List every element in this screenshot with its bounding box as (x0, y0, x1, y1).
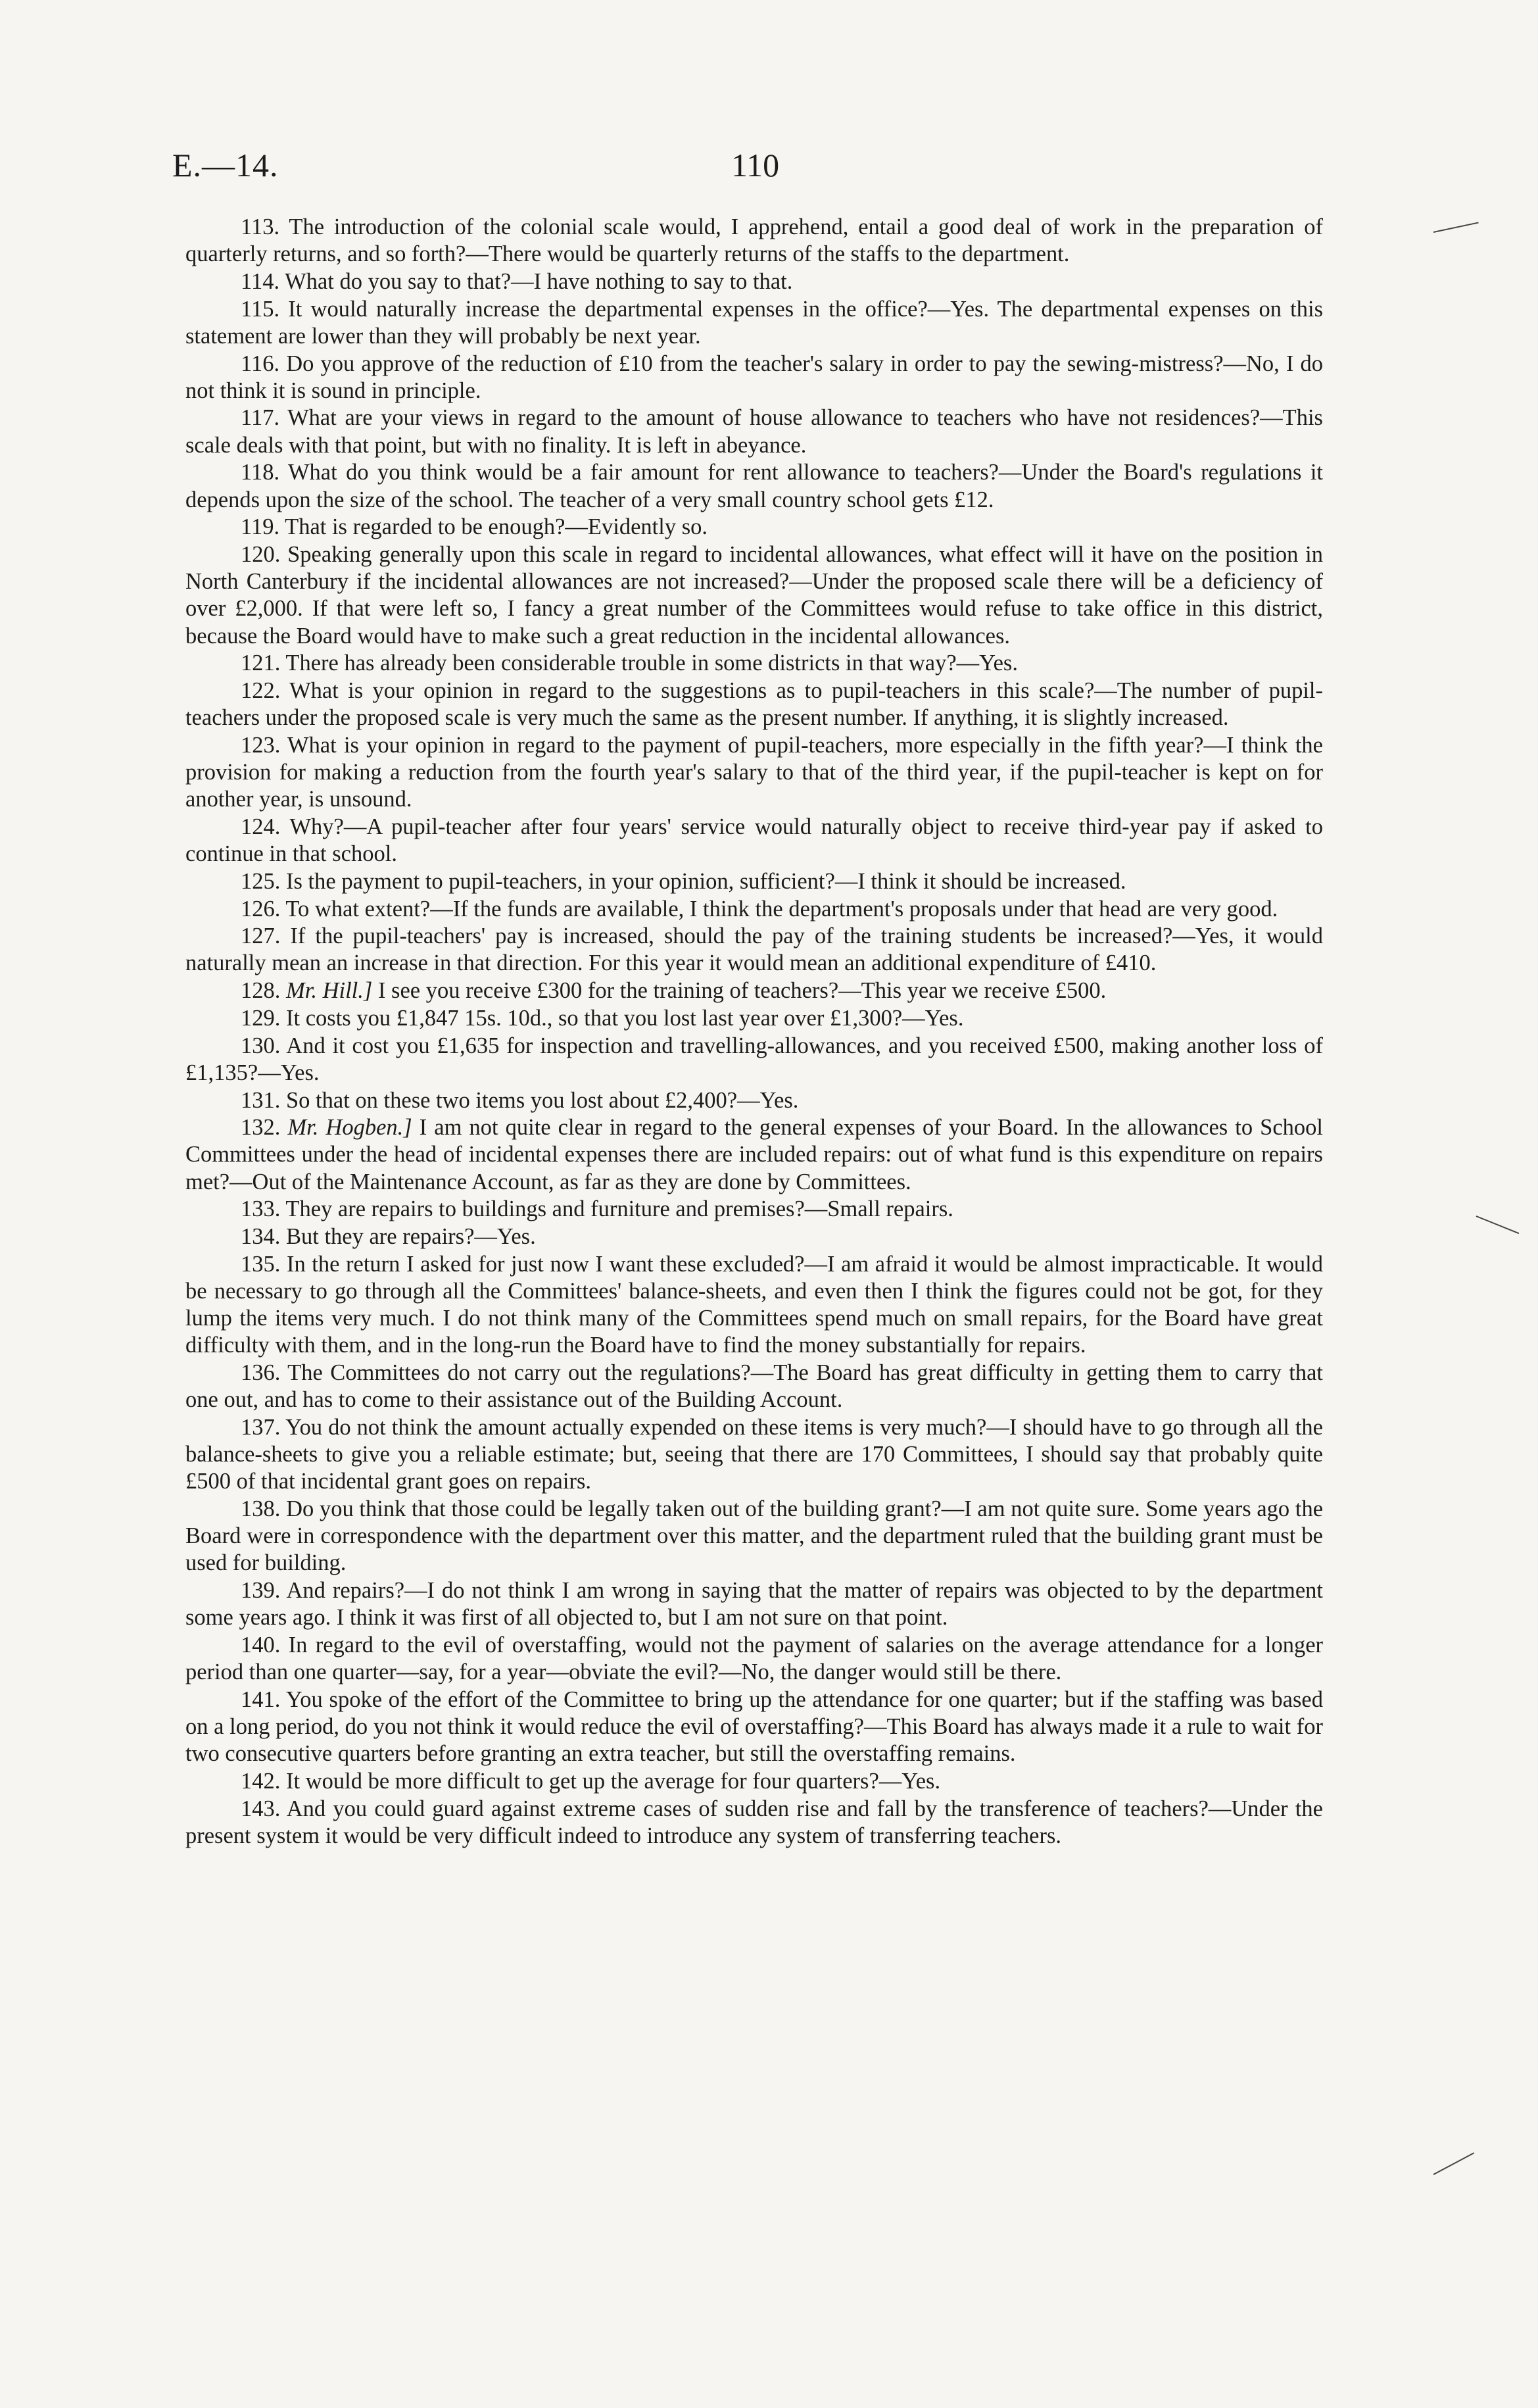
qa-paragraph (185, 814, 1323, 868)
qa-text: What is your opinion in regard to the payment of pupil-teachers, more especially in the fifth year?—I think the provision for making a reduction from the fourth year's salary to that of the third year, if the pupil-teacher is kept on for another year, is unsound. (185, 732, 1323, 812)
margin-mark (1433, 222, 1479, 233)
qa-paragraph (185, 1414, 1323, 1496)
qa-paragraph (185, 977, 1323, 1004)
page-number: 110 (731, 147, 780, 184)
question-number: 139. (241, 1578, 281, 1604)
qa-text: That is regarded to be enough?—Evidently so. (285, 514, 708, 540)
qa-paragraph (185, 1632, 1323, 1686)
qa-paragraph (185, 896, 1323, 923)
question-number: 133. (241, 1196, 281, 1222)
qa-paragraph (185, 1033, 1323, 1087)
question-number: 128. (241, 978, 281, 1004)
qa-text: They are repairs to buildings and furniture and premises?—Small repairs. (285, 1196, 953, 1222)
qa-text: So that on these two items you lost about £2,400?—Yes. (286, 1087, 799, 1113)
qa-paragraph (185, 1577, 1323, 1631)
qa-text: You spoke of the effort of the Committee to bring up the attendance for one quarter; but if the staffing was based on a long period, do you not think it would reduce the evil of overstaffing?—This Board has always made it a rule to wait for two consecutive quarters before granting an extra teacher, but still the overstaffing remains. (185, 1686, 1323, 1767)
question-number: 126. (241, 896, 281, 921)
qa-text: Do you approve of the reduction of £10 from the teacher's salary in order to pay the sewing-mistress?—No, I do not think it is sound in principle. (185, 351, 1323, 403)
qa-text: Why?—A pupil-teacher after four years' service would naturally object to receive third-year pay if asked to continue in that school. (185, 814, 1323, 867)
qa-paragraph (185, 1251, 1323, 1360)
question-number: 132. (241, 1115, 281, 1141)
qa-text: I see you receive £300 for the training of teachers?—This year we receive £500. (377, 978, 1107, 1004)
qa-text: It costs you £1,847 15s. 10d., so that you lost last year over £1,300?—Yes. (286, 1005, 964, 1031)
qa-text: If the pupil-teachers' pay is increased, should the pay of the training students be increased?—Yes, it would naturally mean an increase in that direction. For this year it would mean an additional expenditure of £410. (185, 923, 1324, 976)
question-number: 120. (241, 541, 281, 567)
qa-paragraph (185, 1768, 1323, 1795)
qa-text: It would be more difficult to get up the average for four quarters?—Yes. (286, 1769, 941, 1794)
qa-text: I am not quite clear in regard to the general expenses of your Board. In the allowances to School Committees under the head of incidental expenses there are included repairs: out of what fund is this expenditure on repairs met?—Out of the Maintenance Account, as far as they are done by Committees. (185, 1115, 1323, 1194)
question-number: 127. (241, 923, 281, 949)
qa-paragraph (185, 296, 1323, 350)
qa-paragraph (185, 1223, 1323, 1250)
qa-text: The introduction of the colonial scale would, I apprehend, entail a good deal of work in the preparation of quarterly returns, and so forth?—There would be quarterly returns of the staffs to the department. (185, 214, 1323, 267)
question-number: 116. (241, 351, 280, 376)
speaker-name: Mr. Hogben.] (287, 1115, 412, 1141)
qa-paragraph (185, 1114, 1323, 1196)
qa-text: And it cost you £1,635 for inspection and travelling-allowances, and you received £500, making another loss of £1,135?—Yes. (185, 1033, 1323, 1085)
qa-paragraph (185, 459, 1323, 513)
qa-text: Is the payment to pupil-teachers, in your opinion, sufficient?—I think it should be increased. (286, 868, 1126, 894)
qa-paragraph (185, 268, 1323, 295)
question-number: 124. (241, 814, 281, 839)
speaker-name: Mr. Hill.] (286, 978, 373, 1004)
qa-paragraph (185, 1686, 1323, 1768)
qa-paragraph (185, 1360, 1323, 1413)
qa-paragraph (185, 732, 1323, 814)
question-number: 123. (241, 732, 281, 758)
qa-text: In regard to the evil of overstaffing, would not the payment of salaries on the average attendance for a longer period than one quarter—say, for a year—obviate the evil?—No, the danger would still be there. (185, 1633, 1323, 1685)
question-number: 118. (241, 460, 280, 485)
question-number: 119. (241, 514, 280, 540)
qa-text: There has already been considerable trouble in some districts in that way?—Yes. (285, 651, 1018, 676)
margin-mark (1476, 1216, 1520, 1234)
question-number: 117. (241, 405, 280, 431)
qa-paragraph (185, 1087, 1323, 1114)
qa-text: What are your views in regard to the amount of house allowance to teachers who have not residences?—This scale deals with that point, but with no finality. It is left in abeyance. (185, 405, 1323, 458)
qa-paragraph (185, 351, 1323, 405)
question-number: 121. (241, 651, 281, 676)
qa-paragraph (185, 677, 1323, 731)
qa-paragraph (185, 1796, 1323, 1850)
question-number: 125. (241, 868, 281, 894)
question-number: 141. (241, 1686, 281, 1712)
qa-paragraph (185, 923, 1323, 977)
qa-text: Do you think that those could be legally taken out of the building grant?—I am not quite sure. Some years ago the Board were in correspondence with the department over this matter, and the department ruled that the building grant must be used for building. (185, 1496, 1324, 1576)
question-number: 131. (241, 1087, 281, 1113)
margin-mark (1433, 2152, 1475, 2175)
qa-paragraph (185, 541, 1323, 650)
question-number: 142. (241, 1769, 281, 1794)
qa-paragraph (185, 1196, 1323, 1223)
question-number: 134. (241, 1224, 281, 1250)
question-number: 135. (241, 1251, 281, 1277)
qa-text: And repairs?—I do not think I am wrong in saying that the matter of repairs was objected to by the department some years ago. I think it was first of all objected to, but I am not sure on that point. (185, 1578, 1323, 1631)
qa-text: Speaking generally upon this scale in regard to incidental allowances, what effect will it have on the position in North Canterbury if the incidental allowances are not increased?—Under the proposed scale there will be a deficiency of over £2,000. If that were left so, I fancy a great number of the Committees would refuse to take office in this district, because the Board would have to make such a great reduction in the incidental allowances. (185, 541, 1323, 649)
question-number: 136. (241, 1360, 281, 1386)
qa-text: You do not think the amount actually expended on these items is very much?—I should have to go through all the balance-sheets to give you a reliable estimate; but, seeing that there are 170 Committees, I should say that probably quite £500 of that incidental grant goes on repairs. (185, 1414, 1323, 1494)
question-number: 122. (241, 677, 281, 703)
qa-text: What do you say to that?—I have nothing to say to that. (285, 268, 793, 294)
qa-text: It would naturally increase the departmental expenses in the office?—Yes. The departmental expenses on this statement are lower than they will probably be next year. (185, 296, 1323, 349)
qa-text: The Committees do not carry out the regulations?—The Board has great difficulty in getting them to carry that one out, and has to come to their assistance out of the Building Account. (185, 1360, 1323, 1413)
question-number: 114. (241, 268, 280, 294)
qa-text: To what extent?—If the funds are available, I think the department's proposals under that head are very good. (285, 896, 1278, 921)
qa-paragraph (185, 214, 1323, 268)
question-number: 130. (241, 1033, 281, 1058)
qa-paragraph (185, 1496, 1323, 1577)
question-number: 137. (241, 1414, 281, 1440)
qa-text: But they are repairs?—Yes. (286, 1224, 536, 1250)
qa-text: What do you think would be a fair amount for rent allowance to teachers?—Under the Board's regulations it depends upon the size of the school. The teacher of a very small country school gets £12. (185, 460, 1323, 512)
question-number: 138. (241, 1496, 281, 1522)
question-number: 113. (241, 214, 280, 239)
qa-paragraph (185, 1005, 1323, 1032)
qa-paragraph (185, 514, 1323, 541)
qa-paragraph (185, 405, 1323, 458)
qa-paragraph (185, 868, 1323, 895)
qa-text: In the return I asked for just now I want these excluded?—I am afraid it would be almost impracticable. It would be necessary to go through all the Committees' balance-sheets, and even then I think the figures could not be got, for they lump the items very much. I do not think many of the Committees spend much on small repairs, for the Board have great difficulty with them, and in the long-run the Board have to find the money substantially for repairs. (185, 1251, 1324, 1358)
document-code: E.—14. (172, 147, 279, 184)
testimony-body (185, 214, 1323, 1850)
question-number: 129. (241, 1005, 281, 1031)
question-number: 143. (241, 1796, 281, 1821)
qa-text: And you could guard against extreme cases of sudden rise and fall by the transference of teachers?—Under the present system it would be very difficult indeed to introduce any system of transferring teachers. (185, 1796, 1323, 1848)
page-header (172, 146, 1316, 192)
qa-text: What is your opinion in regard to the suggestions as to pupil-teachers in this scale?—The number of pupil-teachers under the proposed scale is very much the same as the present number. If anything, it is slightly increased. (185, 677, 1323, 731)
question-number: 115. (241, 296, 280, 322)
question-number: 140. (241, 1633, 281, 1658)
qa-paragraph (185, 650, 1323, 677)
